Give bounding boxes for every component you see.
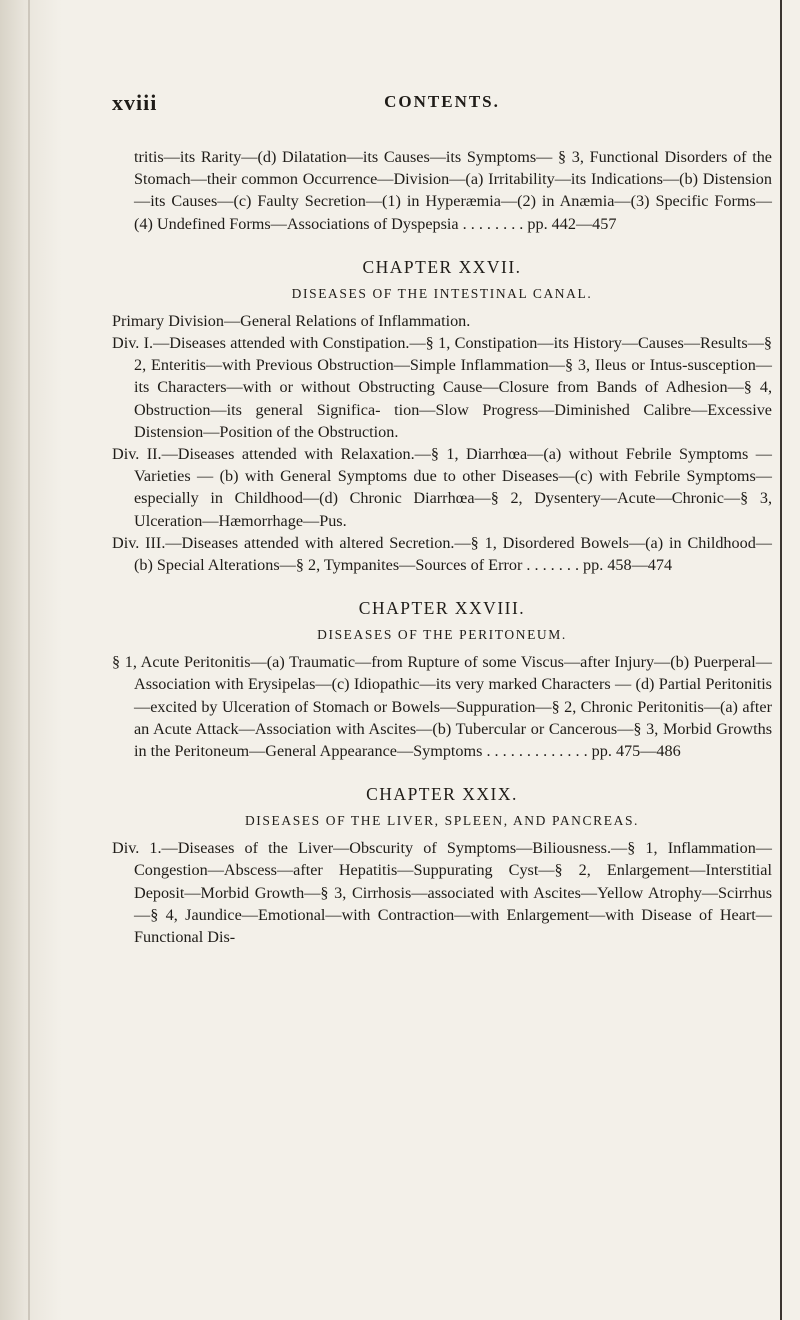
chapter-title: CHAPTER XXVIII. [358,598,526,619]
chapter-xxix [112,784,772,948]
contents-entry: Primary Division—General Relations of Inflammation. [112,311,471,330]
chapter-title: CHAPTER XXIX. [366,784,518,805]
page-number: xviii [112,90,158,115]
book-spine-gutter [0,0,62,1320]
contents-entry: Div. I.—Diseases attended with Constipation.—§ 1, Constipation—its History—Causes—Results—§ 2, Enteritis—with Previous Obstruction—Simple Inflammation—§ 3, Ileus or Intus-susception—its Characters—with or without Obstructing Cause—Closure from Bands of Adhesion—§ 4, Obstruction—its general Significa- tion—Slow Progress—Diminished Calibre—Excessive Distension—Position of the Obstruction. [112,334,772,441]
running-head [112,90,772,116]
chapter-title: CHAPTER XXVII. [362,256,522,277]
contents-entry: Div. II.—Diseases attended with Relaxation.—§ 1, Diarrhœa—(a) without Febrile Symptoms — Varieties — (b) with General Symptoms due to other Diseases—(c) with Febrile Symptoms—especially in Childhood—(d) Chronic Diarrhœa—§ 2, Dysentery—Acute—Chronic—§ 3, Ulceration—Hæmorrhage—Pus. [112,445,772,530]
intro-paragraph: tritis—its Rarity—(d) Dilatation—its Causes—its Symptoms— § 3, Functional Disorders of the Stomach—their common Occurrence—Division—(a) Irritability—its Indications—(b) Distension—its Causes—(c) Faulty Secretion—(1) in Hyperæmia—(2) in Anæmia—(3) Specific Forms—(4) Undefined Forms—Associations of Dyspepsia . . . . . . . . pp. 442—457 [134,148,772,233]
chapter-xxviii [112,598,772,762]
contents-page [112,90,772,948]
chapter-subtitle: DISEASES OF THE PERITONEUM. [317,627,567,643]
running-title: CONTENTS. [384,92,500,111]
chapter-subtitle: DISEASES OF THE INTESTINAL CANAL. [291,285,593,301]
gutter-shadow [28,0,30,1320]
contents-entry: § 1, Acute Peritonitis—(a) Traumatic—from Rupture of some Viscus—after Injury—(b) Puerperal—Association with Erysipelas—(c) Idiopathic—its very marked Characters — (d) Partial Peritonitis—excited by Ulceration of Stomach or Bowels—Suppuration—§ 2, Chronic Peritonitis—(a) after an Acute Attack—Association with Ascites—(b) Tubercular or Cancerous—§ 3, Morbid Growths in the Peritoneum—General Appearance—Symptoms . . . . . . . . . . . . . pp. 475—486 [112,653,772,761]
chapter-subtitle: DISEASES OF THE LIVER, SPLEEN, AND PANCREAS. [244,813,640,829]
contents-entry: Div. 1.—Diseases of the Liver—Obscurity of Symptoms—Biliousness.—§ 1, Inflammation—Congestion—Abscess—after Hepatitis—Suppurating Cyst—§ 2, Enlargement—Interstitial Deposit—Morbid Growth—§ 3, Cirrhosis—associated with Ascites—Yellow Atrophy—Scirrhus—§ 4, Jaundice—Emotional—with Contraction—with Enlargement—with Disease of Heart—Functional Dis- [112,839,772,947]
contents-entry: Div. III.—Diseases attended with altered Secretion.—§ 1, Disordered Bowels—(a) in Childhood—(b) Special Alterations—§ 2, Tympanites—Sources of Error . . . . . . . pp. 458—474 [112,533,772,575]
chapter-xxvii [112,257,772,576]
page-edge-rule [780,0,782,1320]
